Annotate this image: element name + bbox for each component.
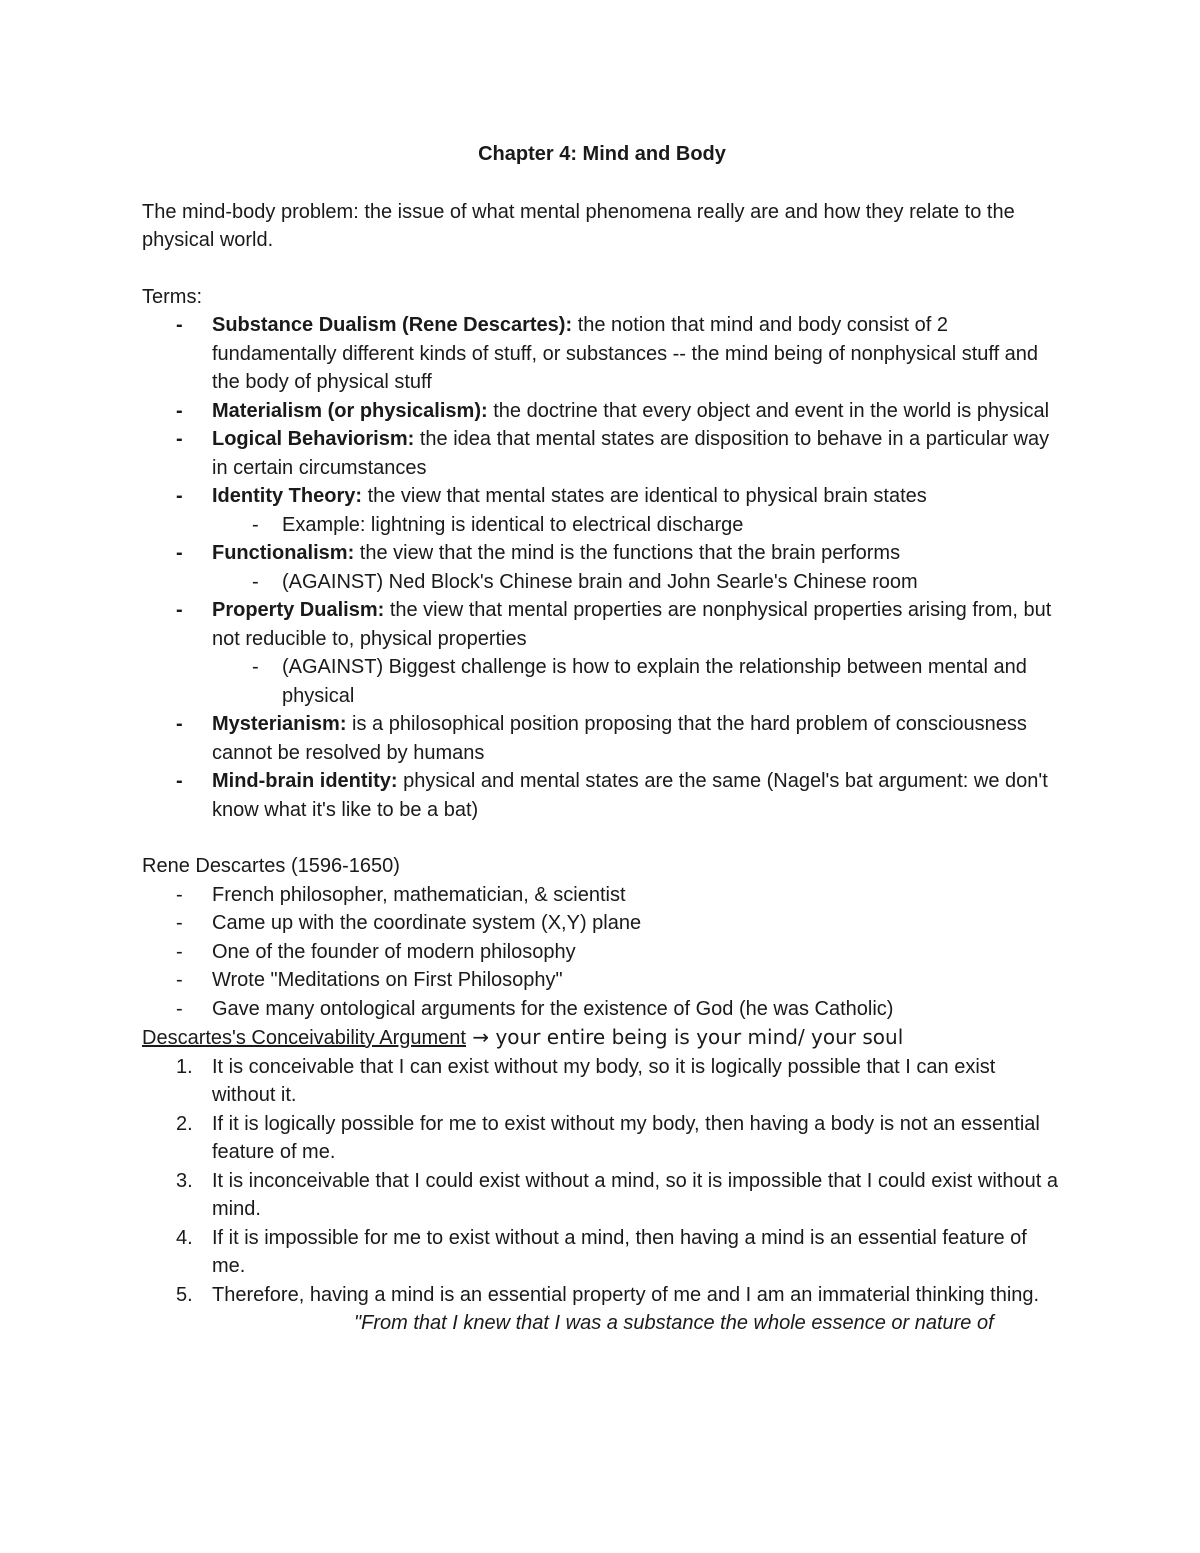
term-item	[142, 596, 1062, 710]
fact-item	[142, 881, 1062, 910]
sub-item-text: Example: lightning is identical to electrical discharge	[282, 513, 744, 536]
bullet-dash: -	[176, 883, 183, 906]
fact-item	[142, 995, 1062, 1024]
term-item	[142, 710, 1062, 767]
argument-steps-list	[142, 1053, 1062, 1310]
bullet-dash: -	[176, 912, 183, 934]
term-name: Substance Dualism (Rene Descartes):	[212, 314, 573, 336]
bullet-dash: -	[176, 940, 183, 963]
term-item	[142, 397, 1062, 426]
bullet-dash: -	[176, 485, 183, 507]
intro-paragraph: The mind-body problem: the issue of what mental phenomena really are and how they relate to the physical world.	[142, 200, 1015, 251]
fact-item	[142, 966, 1062, 995]
bullet-dash: -	[176, 997, 183, 1020]
bullet-dash: -	[252, 656, 259, 678]
spacer	[142, 824, 1062, 852]
argument-step	[142, 1110, 1062, 1167]
bullet-dash: -	[252, 570, 259, 593]
argument-step	[142, 1053, 1062, 1110]
sub-item	[212, 511, 1062, 540]
fact-item	[142, 909, 1062, 938]
term-definition: the view that mental properties are nonphysical properties arising from, but not reducible to, physical properties	[212, 599, 1052, 650]
terms-list	[142, 311, 1062, 824]
term-definition: the notion that mind and body consist of 2 fundamentally different kinds of stuff, or substances -- the mind being of nonphysical stuff and the body of physical stuff	[212, 314, 1039, 393]
term-name: Mind-brain identity:	[212, 770, 398, 792]
term-name: Property Dualism:	[212, 599, 385, 621]
term-name: Logical Behaviorism:	[212, 428, 415, 450]
step-number: 4.	[176, 1226, 193, 1249]
sub-list	[212, 511, 1062, 540]
step-number: 5.	[176, 1283, 193, 1306]
argument-title: Descartes's Conceivability Argument	[142, 1027, 466, 1049]
term-definition: the idea that mental states are disposition to behave in a particular way in certain circumstances	[212, 428, 1050, 479]
term-item	[142, 311, 1062, 397]
step-text: It is inconceivable that I could exist without a mind, so it is impossible that I could exist without a mind.	[212, 1169, 1058, 1220]
bullet-dash: -	[176, 713, 183, 735]
sub-item	[212, 568, 1062, 597]
step-text: It is conceivable that I can exist without my body, so it is logically possible that I can exist without it.	[212, 1055, 996, 1106]
term-item	[142, 482, 1062, 539]
term-item	[142, 767, 1062, 824]
bullet-dash: -	[176, 969, 183, 991]
fact-text: Wrote "Meditations on First Philosophy"	[212, 969, 563, 991]
descartes-heading: Rene Descartes (1596-1650)	[142, 855, 400, 877]
step-text: If it is logically possible for me to exist without my body, then having a body is not an essential feature of me.	[212, 1112, 1040, 1163]
sub-item	[212, 653, 1062, 710]
term-definition: physical and mental states are the same (Nagel's bat argument: we don't know what it's like to be a bat)	[212, 770, 1048, 821]
bullet-dash: -	[176, 542, 183, 564]
document-body	[142, 140, 1062, 1338]
term-item	[142, 539, 1062, 596]
step-number: 3.	[176, 1169, 193, 1192]
term-name: Functionalism:	[212, 542, 355, 564]
step-text: If it is impossible for me to exist without a mind, then having a mind is an essential feature of me.	[212, 1226, 1027, 1277]
fact-text: Gave many ontological arguments for the existence of God (he was Catholic)	[212, 997, 894, 1020]
sub-list	[212, 568, 1062, 597]
argument-heading	[142, 1023, 1062, 1053]
bullet-dash: -	[176, 314, 183, 336]
terms-label: Terms:	[142, 285, 202, 308]
fact-item	[142, 938, 1062, 967]
sub-item-text: (AGAINST) Biggest challenge is how to explain the relationship between mental and physical	[282, 656, 1027, 707]
descartes-facts-list	[142, 881, 1062, 1024]
fact-text: Came up with the coordinate system (X,Y) plane	[212, 912, 642, 934]
argument-step	[142, 1167, 1062, 1224]
bullet-dash: -	[176, 428, 183, 450]
term-definition: the doctrine that every object and event in the world is physical	[487, 399, 1050, 422]
fact-text: French philosopher, mathematician, & scientist	[212, 883, 626, 906]
term-item	[142, 425, 1062, 482]
step-text: Therefore, having a mind is an essential property of me and I am an immaterial thinking thing.	[212, 1283, 1040, 1306]
bullet-dash: -	[176, 599, 183, 621]
term-definition: the view that the mind is the functions that the brain performs	[354, 542, 901, 564]
argument-step	[142, 1281, 1062, 1310]
bullet-dash: -	[176, 770, 183, 792]
term-name: Materialism (or physicalism):	[212, 399, 488, 422]
step-number: 2.	[176, 1112, 193, 1135]
argument-step	[142, 1224, 1062, 1281]
step-number: 1.	[176, 1055, 193, 1078]
term-definition: is a philosophical position proposing that the hard problem of consciousness cannot be resolved by humans	[212, 713, 1027, 764]
fact-text: One of the founder of modern philosophy	[212, 940, 576, 963]
page-title: Chapter 4: Mind and Body	[478, 143, 726, 165]
term-definition: the view that mental states are identical to physical brain states	[362, 485, 927, 507]
term-name: Mysterianism:	[212, 713, 347, 735]
sub-item-text: (AGAINST) Ned Block's Chinese brain and John Searle's Chinese room	[282, 570, 918, 593]
term-name: Identity Theory:	[212, 485, 363, 507]
bullet-dash: -	[252, 513, 259, 536]
bullet-dash: -	[176, 399, 183, 422]
argument-summary: → your entire being is your mind/ your soul	[465, 1025, 904, 1049]
sub-list	[212, 653, 1062, 710]
descartes-quote: "From that I knew that I was a substance the whole essence or nature of	[354, 1312, 994, 1334]
